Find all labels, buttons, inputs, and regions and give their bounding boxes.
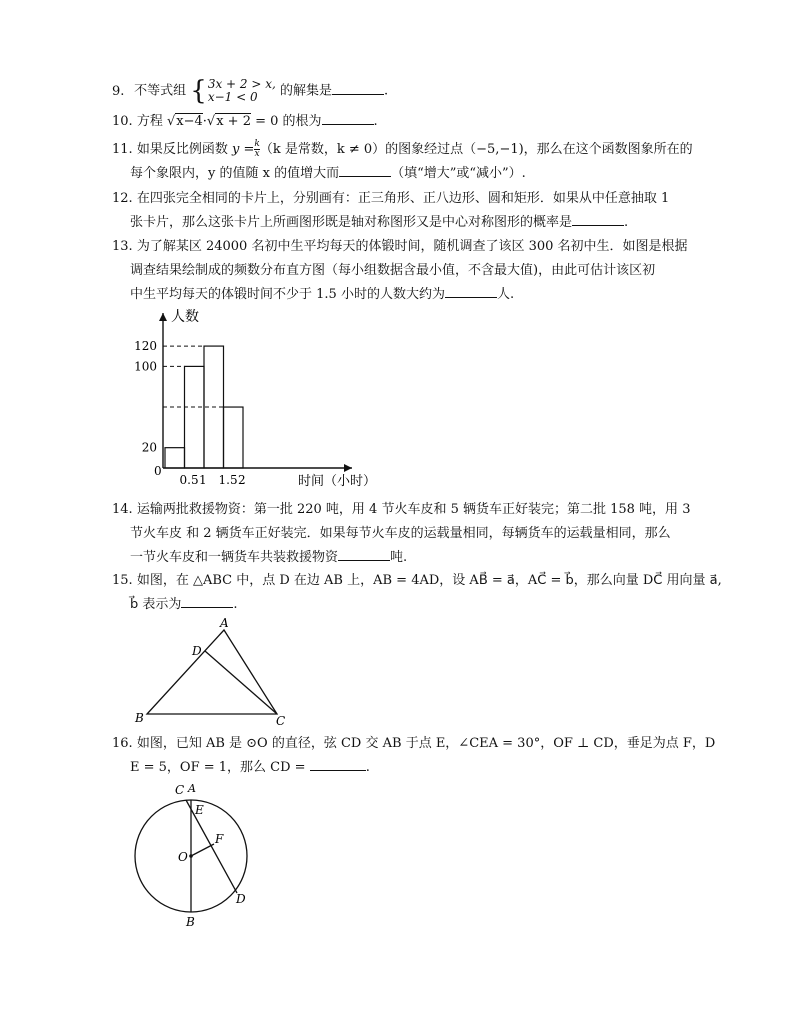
label-o: O bbox=[178, 850, 188, 864]
x-tick-label: 2 bbox=[238, 473, 246, 487]
label-f: F bbox=[215, 832, 224, 846]
question-text: 在四张完全相同的卡片上，分别画有：正三角形、正八边形、圆和矩形．如果从中任意抽取 1 bbox=[136, 191, 670, 206]
triangle-figure bbox=[130, 615, 300, 730]
question-9 bbox=[112, 78, 712, 104]
answer-blank[interactable] bbox=[339, 162, 391, 177]
histogram-bar bbox=[185, 366, 205, 468]
radicand-2: x + 2 bbox=[216, 114, 251, 129]
question-text: 如图，在 △ABC 中，点 D 在边 AB 上，AB = 4AD，设 AB⃗ = a⃗，AC⃗ = b⃗，那么向量 DC⃗ 用向量 a⃗, bbox=[136, 573, 722, 588]
x-axis-arrow bbox=[344, 464, 352, 472]
question-text: 运输两批救援物资：第一批 220 吨，用 4 节火车皮和 5 辆货车正好装完；第二批 158 吨，用 3 bbox=[136, 502, 691, 517]
period: . bbox=[233, 597, 238, 612]
question-text: 每个象限内，y 的值随 x 的值增大而 bbox=[130, 166, 340, 181]
inequality-1: 3x + 2 > x, bbox=[207, 77, 276, 91]
histogram-bar bbox=[224, 407, 244, 468]
histogram-chart bbox=[130, 303, 390, 493]
histogram-bar bbox=[165, 448, 185, 468]
x-tick-label: 1 bbox=[199, 473, 207, 487]
question-13 bbox=[112, 235, 712, 307]
question-text: （k 是常数，k ≠ 0）的图象经过点（−5,−1)，那么在这个函数图象所在的 bbox=[259, 142, 693, 157]
inequality-system bbox=[208, 78, 276, 104]
y-axis-arrow bbox=[159, 313, 167, 321]
label-e: E bbox=[195, 803, 204, 817]
period: . bbox=[624, 215, 629, 230]
answer-blank[interactable] bbox=[332, 80, 384, 95]
question-number: 12. bbox=[112, 191, 133, 206]
answer-blank[interactable] bbox=[445, 283, 497, 298]
question-text: 吨. bbox=[390, 550, 408, 565]
question-number: 16. bbox=[112, 736, 133, 751]
label-a: A bbox=[188, 782, 196, 795]
origin-label: 0 bbox=[154, 464, 162, 478]
segment-of bbox=[191, 844, 214, 856]
answer-blank[interactable] bbox=[322, 110, 374, 125]
question-text: 方程 bbox=[136, 114, 163, 129]
question-number: 11. bbox=[112, 142, 133, 157]
label-b: B bbox=[135, 711, 144, 725]
answer-blank[interactable] bbox=[310, 756, 366, 771]
x-tick-label: 0.5 bbox=[179, 473, 199, 487]
answer-blank[interactable] bbox=[572, 211, 624, 226]
question-text: 调查结果绘制成的频数分布直方图（每小组数据含最小值，不含最大值)，由此可估计该区初 bbox=[130, 263, 656, 278]
y-tick-label: 100 bbox=[134, 359, 157, 374]
numerator: k bbox=[254, 139, 260, 149]
question-text: 不等式组 bbox=[134, 83, 187, 99]
question-text: 的解集是 bbox=[279, 83, 332, 99]
question-text: = 0 的根为 bbox=[255, 114, 322, 129]
question-number: 13. bbox=[112, 239, 133, 254]
question-number: 15. bbox=[112, 573, 133, 588]
label-d: D bbox=[236, 892, 246, 906]
label-b: B bbox=[186, 915, 195, 929]
chord-cd bbox=[186, 800, 237, 893]
period: . bbox=[365, 760, 370, 775]
question-15 bbox=[112, 569, 722, 617]
label-c: C bbox=[175, 783, 185, 797]
denominator: x bbox=[254, 149, 260, 159]
segment-dc bbox=[205, 651, 277, 714]
x-axis-title: 时间（小时） bbox=[298, 474, 377, 489]
dot-operator: · bbox=[202, 114, 207, 129]
y-tick-label: 120 bbox=[134, 339, 157, 354]
question-text: b⃗ 表示为 bbox=[130, 597, 182, 612]
question-text: 为了解某区 24000 名初中生平均每天的体锻时间，随机调查了该区 300 名初中生．如图是根据 bbox=[136, 239, 688, 254]
label-a: A bbox=[220, 616, 229, 630]
y-tick-label: 20 bbox=[141, 440, 157, 455]
question-text: 一节火车皮和一辆货车共装救援物资 bbox=[130, 550, 339, 565]
question-16 bbox=[112, 732, 716, 780]
triangle-abc bbox=[147, 630, 277, 714]
period: . bbox=[373, 114, 378, 129]
answer-blank[interactable] bbox=[338, 546, 390, 561]
label-c: C bbox=[276, 714, 286, 728]
question-text: （填“增大”或“减小”）. bbox=[391, 166, 526, 181]
question-text: 如图，已知 AB 是 ⊙O 的直径，弦 CD 交 AB 于点 E，∠CEA = 30°，OF ⊥ CD，垂足为点 F，D bbox=[136, 736, 716, 751]
question-12 bbox=[112, 187, 712, 235]
answer-blank[interactable] bbox=[181, 593, 233, 608]
question-number: 10. bbox=[112, 114, 133, 129]
center-dot bbox=[189, 854, 193, 858]
y-axis-title: 人数 bbox=[171, 309, 199, 325]
question-text: 人. bbox=[496, 287, 515, 302]
question-text: 如果反比例函数 bbox=[136, 142, 228, 157]
circle-figure bbox=[128, 778, 258, 930]
radicand-1: x−4 bbox=[176, 114, 203, 129]
period: . bbox=[384, 83, 389, 99]
question-10: 10. 方程 √x−4·√x + 2 = 0 的根为 . bbox=[112, 110, 712, 134]
question-text: 张卡片，那么这张卡片上所画图形既是轴对称图形又是中心对称图形的概率是 bbox=[130, 215, 573, 230]
question-11 bbox=[112, 138, 712, 186]
question-text: E = 5，OF = 1，那么 CD = bbox=[130, 760, 306, 775]
inequality-2: x−1 < 0 bbox=[207, 90, 258, 104]
question-14 bbox=[112, 498, 712, 570]
brace: { bbox=[190, 76, 207, 106]
question-number: 9. bbox=[112, 83, 125, 99]
x-tick-label: 1.5 bbox=[218, 473, 238, 487]
question-number: 14. bbox=[112, 502, 133, 517]
label-d: D bbox=[192, 644, 202, 658]
question-text: 节火车皮 和 2 辆货车正好装完．如果每节火车皮的运载量相同，每辆货车的运载量相同，那么 bbox=[130, 526, 671, 541]
question-text: 中生平均每天的体锻时间不少于 1.5 小时的人数大约为 bbox=[130, 287, 445, 302]
function-lhs: y = bbox=[231, 142, 255, 157]
